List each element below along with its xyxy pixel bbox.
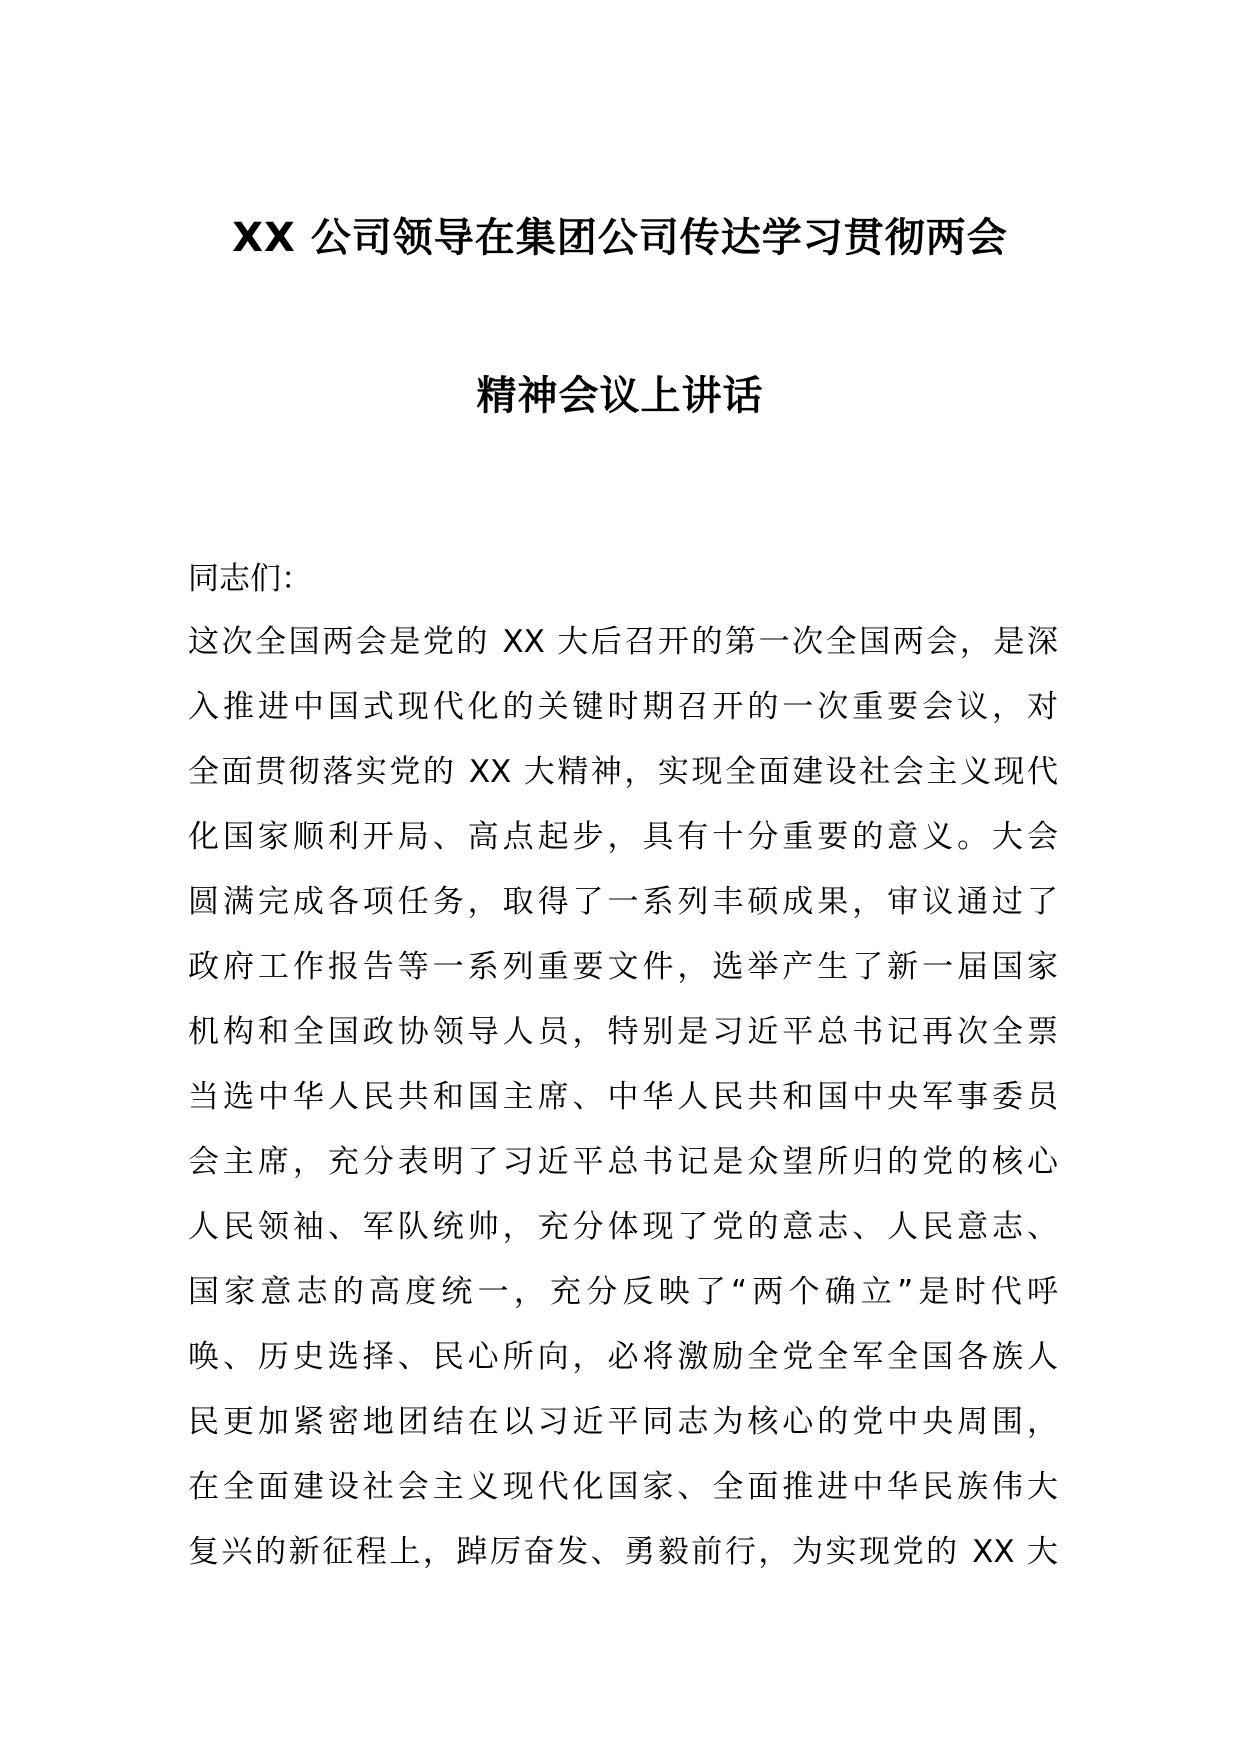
body-paragraph xyxy=(188,610,1058,1585)
greeting: 同志们： xyxy=(188,561,312,597)
document-title-line-1: XX 公司领导在集团公司传达学习贯彻两会 xyxy=(232,215,1008,261)
body-line: 这次全国两会是党的 XX 大后召开的第一次全国两会，是深 xyxy=(188,624,1058,660)
body-line: 全面贯彻落实党的 XX 大精神，实现全面建设社会主义现代 xyxy=(188,754,1058,790)
body-line: 人民领袖、军队统帅，充分体现了党的意志、人民意志、 xyxy=(188,1209,1058,1245)
body-line: 圆满完成各项任务，取得了一系列丰硕成果，审议通过了 xyxy=(188,884,1058,920)
body-line: 当选中华人民共和国主席、中华人民共和国中央军事委员 xyxy=(188,1079,1058,1115)
body-line: 政府工作报告等一系列重要文件，选举产生了新一届国家 xyxy=(188,949,1058,985)
body-line: 机构和全国政协领导人员，特别是习近平总书记再次全票 xyxy=(188,1014,1058,1050)
body-line: 入推进中国式现代化的关键时期召开的一次重要会议，对 xyxy=(188,689,1058,725)
body-line: 国家意志的高度统一，充分反映了“两个确立”是时代呼 xyxy=(188,1274,1058,1310)
body-line: 唤、历史选择、民心所向，必将激励全党全军全国各族人 xyxy=(188,1339,1058,1375)
body-line: 会主席，充分表明了习近平总书记是众望所归的党的核心 xyxy=(188,1144,1058,1180)
body-line: 在全面建设社会主义现代化国家、全面推进中华民族伟大 xyxy=(188,1469,1058,1505)
body-line: 复兴的新征程上，踔厉奋发、勇毅前行，为实现党的 XX 大 xyxy=(188,1534,1058,1570)
body-line: 民更加紧密地团结在以习近平同志为核心的党中央周围， xyxy=(188,1404,1058,1440)
document-title-line-2: 精神会议上讲话 xyxy=(476,373,764,419)
body-line: 化国家顺利开局、高点起步，具有十分重要的意义。大会 xyxy=(188,819,1058,855)
